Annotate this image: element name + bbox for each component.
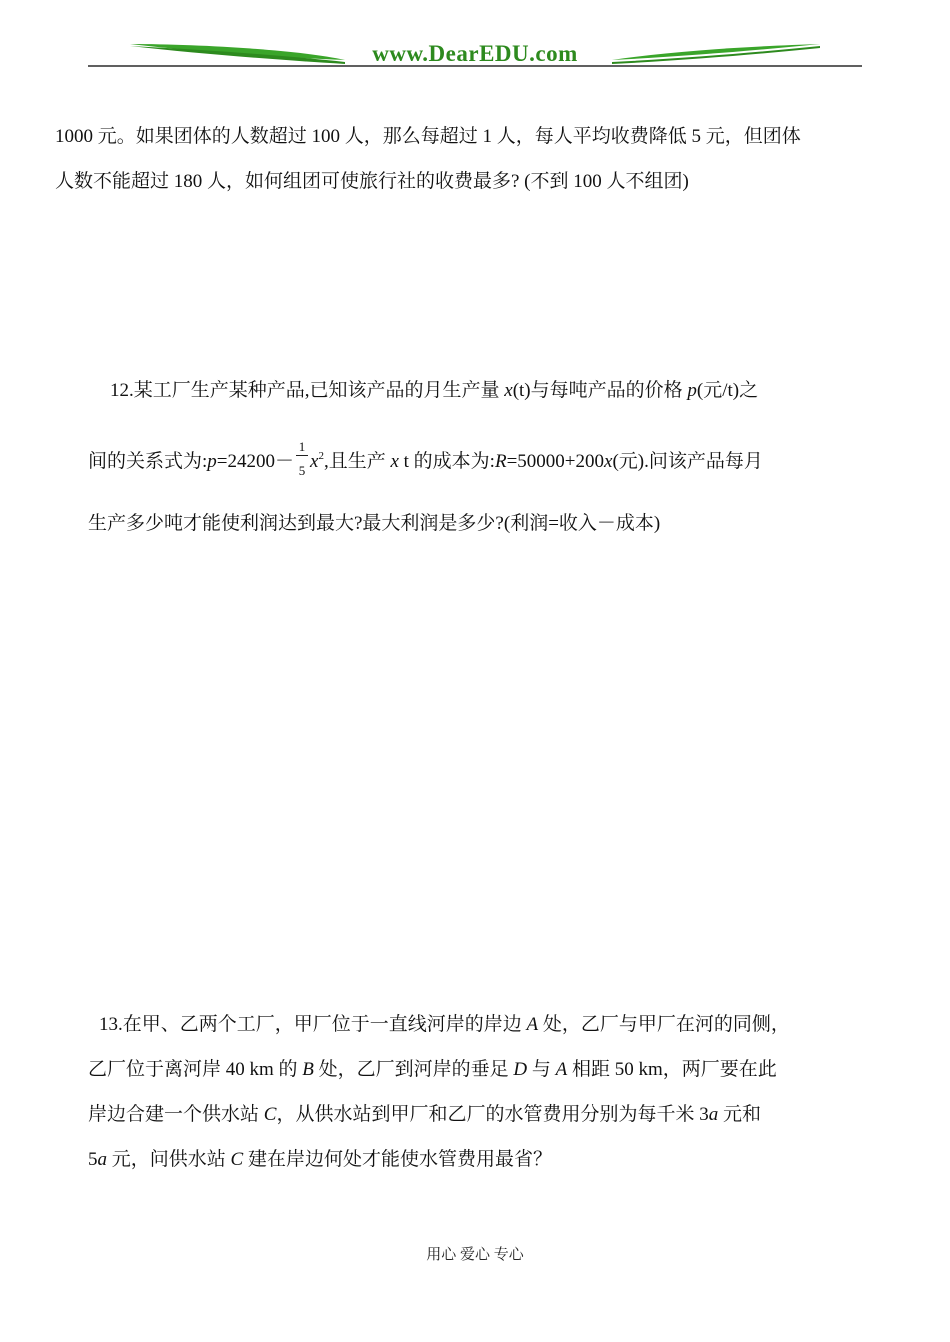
fraction-one-fifth <box>294 438 310 478</box>
problem-12-text: 间的关系式为: <box>88 451 208 472</box>
problem-12-text: ,且生产 <box>323 451 391 472</box>
problem-12-line-2 <box>88 438 763 478</box>
problem-13-text: 相距 50 km，两厂要在此 <box>567 1059 777 1080</box>
exponent: 2 <box>318 449 324 462</box>
problem-13-text: 建在岸边何处才能使水管费用最省？ <box>243 1149 552 1170</box>
var-x: x <box>604 451 613 472</box>
point-A: A <box>526 1014 539 1035</box>
site-name[interactable]: www.DearEDU.com <box>372 41 578 66</box>
right-swoosh-icon-lower <box>612 46 820 64</box>
problem-13-text: 与 <box>527 1059 556 1080</box>
fraction-numerator: 1 <box>298 438 306 454</box>
problem-12-text: =50000+200 <box>506 451 604 472</box>
problem-12-text: (元).问该产品每月 <box>612 451 763 472</box>
problem-13-text: 处，乙厂与甲厂在河的同侧， <box>538 1014 790 1035</box>
problem-13-text: 岸边合建一个供水站 <box>88 1104 264 1125</box>
point-C: C <box>230 1149 244 1170</box>
point-D: D <box>513 1059 528 1080</box>
var-x: x <box>504 380 513 401</box>
problem-13-text: 元和 <box>718 1104 761 1125</box>
point-B: B <box>302 1059 314 1080</box>
var-p: p <box>207 451 217 472</box>
problem-13-line-2 <box>88 1059 777 1081</box>
problem-12-line-1 <box>110 380 758 402</box>
point-C: C <box>263 1104 277 1125</box>
var-x: x <box>310 451 319 472</box>
problem-12-text: (元/t)之 <box>696 380 759 401</box>
var-x: x <box>390 451 399 472</box>
problem-12-text: (t)与每吨产品的价格 <box>512 380 688 401</box>
problem-13-text: 5 <box>88 1149 98 1170</box>
problem-12-text: t 的成本为: <box>398 451 495 472</box>
var-a: a <box>708 1104 719 1125</box>
point-A: A <box>555 1059 568 1080</box>
right-swoosh-icon <box>612 44 820 60</box>
page-footer: 用心 爱心 专心 <box>426 1247 524 1263</box>
problem-11-line-1: 1000 元。如果团体的人数超过 100 人，那么每超过 1 人，每人平均收费降低 5 元，但团体 <box>55 126 801 147</box>
problem-13-text: 元，问供水站 <box>107 1149 231 1170</box>
problem-13-line-4 <box>88 1149 552 1171</box>
page-header <box>0 0 950 80</box>
problem-12-text: 12.某工厂生产某种产品,已知该产品的月生产量 <box>110 380 505 401</box>
problem-13-line-1 <box>99 1014 790 1036</box>
fraction-denominator: 5 <box>298 462 306 478</box>
problem-13-text: 13.在甲、乙两个工厂，甲厂位于一直线河岸的岸边 <box>99 1014 527 1035</box>
fraction-bar <box>296 455 308 456</box>
problem-13-line-3 <box>88 1104 761 1126</box>
problem-13-text: 乙厂位于离河岸 40 km 的 <box>88 1059 303 1080</box>
var-p: p <box>687 380 697 401</box>
problem-12-text: =24200－ <box>216 451 294 472</box>
var-R: R <box>494 451 507 472</box>
problem-11-line-2: 人数不能超过 180 人，如何组团可使旅行社的收费最多? (不到 100 人不组团) <box>55 171 689 192</box>
problem-12-line-3: 生产多少吨才能使利润达到最大?最大利润是多少?(利润=收入－成本) <box>88 513 661 534</box>
problem-13-text: ，从供水站到甲厂和乙厂的水管费用分别为每千米 3 <box>276 1104 709 1125</box>
var-a: a <box>97 1149 107 1170</box>
problem-13-text: 处，乙厂到河岸的垂足 <box>313 1059 514 1080</box>
left-swoosh-icon <box>130 44 345 60</box>
